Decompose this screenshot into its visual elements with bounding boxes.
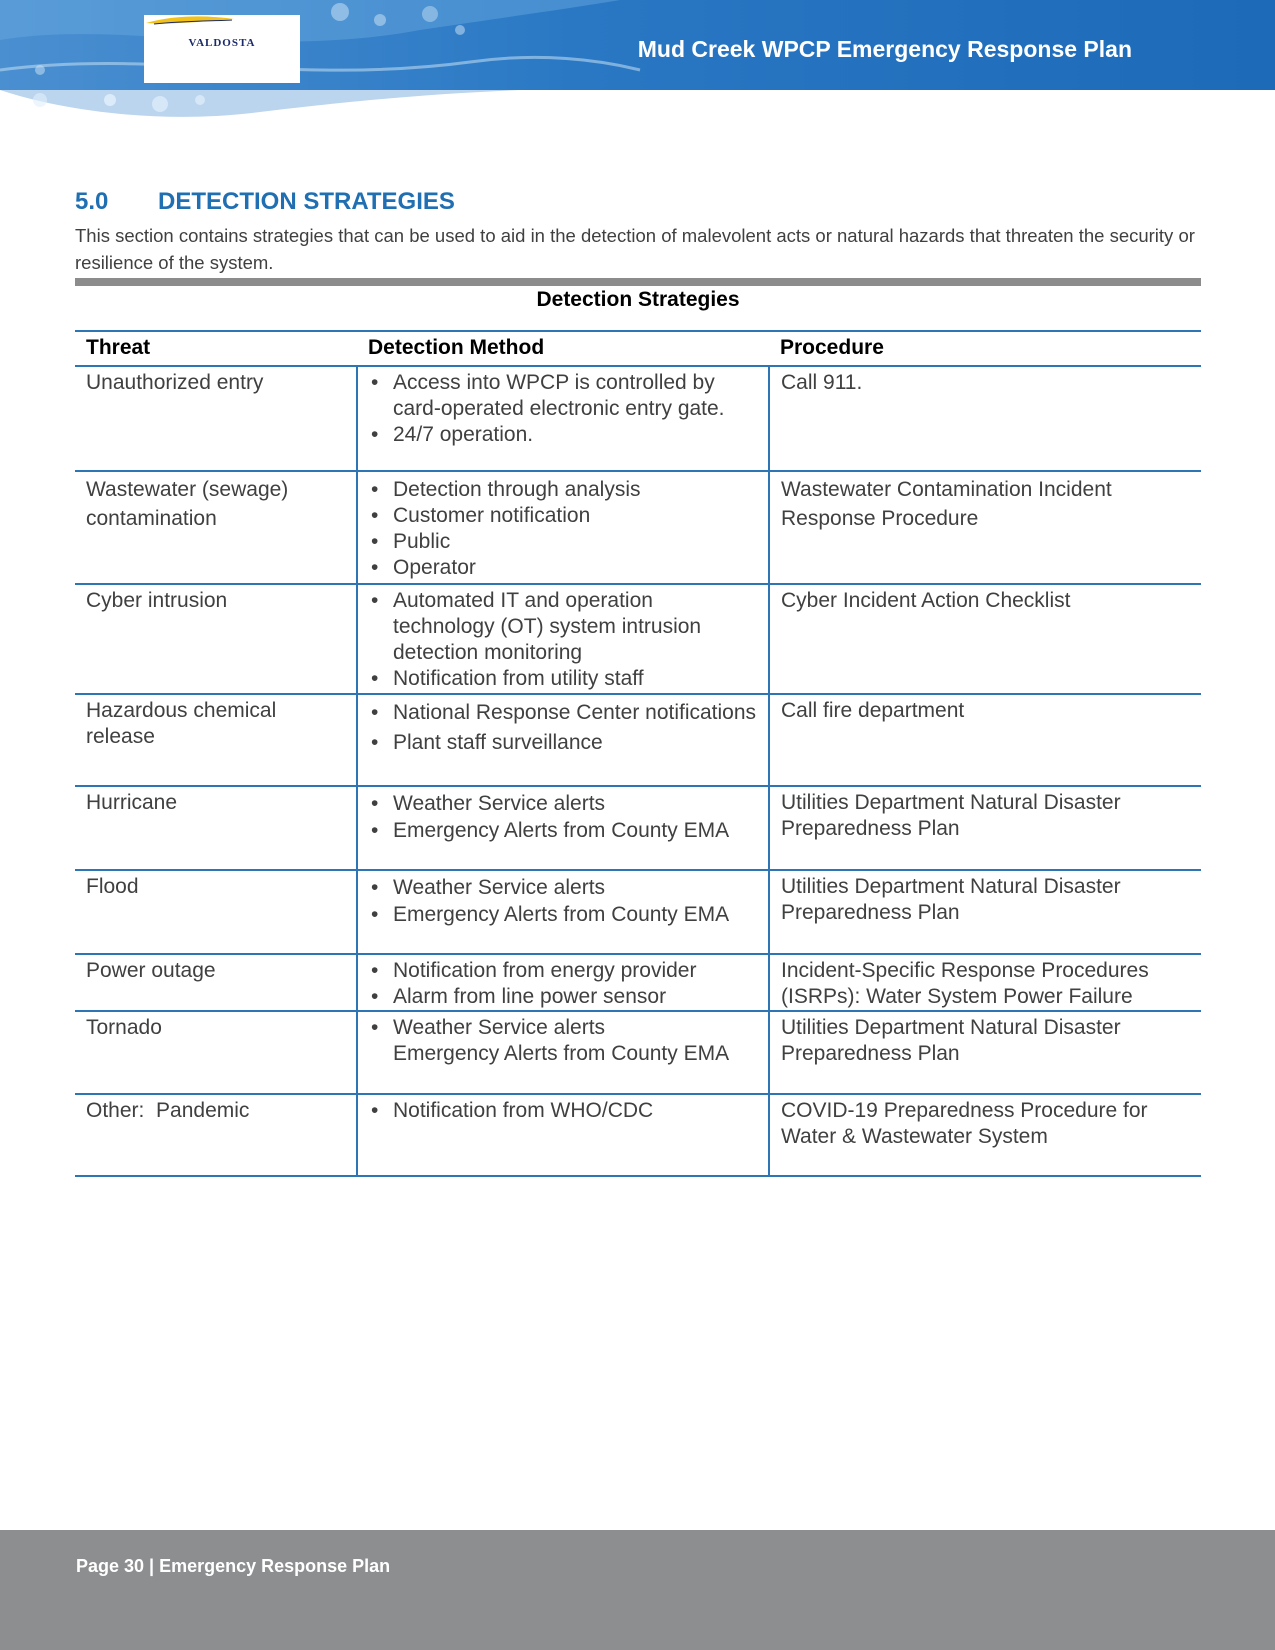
detection-method-cell: [357, 366, 769, 471]
detection-method-cell: [357, 694, 769, 786]
table-row: [75, 954, 1201, 1011]
method-item: • Detection through analysis: [369, 477, 758, 503]
table-row: [75, 471, 1201, 584]
procedure-cell: Utilities Department Natural Disaster Preparedness Plan: [769, 870, 1201, 954]
method-item: • Plant staff surveillance: [369, 727, 758, 759]
logo-swoosh-icon: [144, 15, 236, 27]
threat-cell: Power outage: [75, 954, 357, 1011]
threat-cell: Flood: [75, 870, 357, 954]
procedure-cell: Cyber Incident Action Checklist: [769, 584, 1201, 694]
table-header-row: [75, 331, 1201, 366]
threat-cell: Unauthorized entry: [75, 366, 357, 471]
table-caption: Detection Strategies: [536, 288, 740, 311]
threat-cell: Tornado: [75, 1011, 357, 1094]
detection-method-cell: [357, 954, 769, 1011]
table-row: [75, 870, 1201, 954]
method-item: • Access into WPCP is controlled by card-operated electronic entry gate.: [369, 370, 758, 422]
header-banner: [0, 0, 1275, 125]
procedure-cell: Utilities Department Natural Disaster Preparedness Plan: [769, 786, 1201, 870]
detection-strategies-table: [75, 330, 1201, 1177]
threat-cell: Hazardous chemical release: [75, 694, 357, 786]
method-item: • Weather Service alerts: [369, 790, 758, 818]
valdosta-logo: [144, 15, 300, 83]
logo-text: VALDOSTA: [188, 37, 256, 49]
method-item: • Notification from utility staff: [369, 666, 758, 692]
table-row: [75, 1094, 1201, 1176]
section-intro: This section contains strategies that can be used to aid in the detection of malevolent acts or natural hazards that threaten the security or resilience of the system.: [75, 225, 1195, 273]
method-item: • Customer notification: [369, 503, 758, 529]
section-heading: [75, 188, 455, 216]
method-item: • Automated IT and operation technology (OT) system intrusion detection monitoring: [369, 588, 758, 666]
detection-method-cell: [357, 1094, 769, 1176]
header-procedure: Procedure: [769, 331, 1201, 366]
method-item: • Weather Service alerts: [369, 874, 758, 902]
table-row: [75, 786, 1201, 870]
table-row: [75, 1011, 1201, 1094]
divider: [75, 278, 1201, 286]
method-item-unbulleted: Emergency Alerts from County EMA: [393, 1042, 730, 1065]
procedure-cell: Call 911.: [769, 366, 1201, 471]
section-number: 5.0: [75, 188, 109, 215]
method-item: • Weather Service alerts: [369, 1015, 758, 1041]
method-item: • Notification from energy provider: [369, 958, 758, 984]
method-item: • Emergency Alerts from County EMA: [369, 818, 758, 844]
detection-method-cell: [357, 786, 769, 870]
detection-method-cell: [357, 870, 769, 954]
document-title: Mud Creek WPCP Emergency Response Plan: [637, 36, 1132, 62]
detection-method-cell: [357, 584, 769, 694]
table-row: [75, 366, 1201, 471]
threat-cell: Wastewater (sewage) contamination: [75, 471, 357, 584]
procedure-cell: Utilities Department Natural Disaster Preparedness Plan: [769, 1011, 1201, 1094]
header-threat: Threat: [75, 331, 357, 366]
method-item: • Notification from WHO/CDC: [369, 1098, 758, 1124]
procedure-cell: Call fire department: [769, 694, 1201, 786]
method-item: • 24/7 operation.: [369, 422, 758, 448]
method-item: • Public: [369, 529, 758, 555]
header-detection-method: Detection Method: [357, 331, 769, 366]
procedure-cell: Incident-Specific Response Procedures (ISRPs): Water System Power Failure: [769, 954, 1201, 1011]
threat-cell: Hurricane: [75, 786, 357, 870]
detection-method-cell: [357, 1011, 769, 1094]
page-footer: [0, 1530, 1275, 1650]
method-item: • Emergency Alerts from County EMA: [369, 902, 758, 928]
footer-text: Page 30 | Emergency Response Plan: [76, 1556, 391, 1576]
table-row: [75, 584, 1201, 694]
threat-cell: Other: Pandemic: [75, 1094, 357, 1176]
procedure-cell: COVID-19 Preparedness Procedure for Water & Wastewater System: [769, 1094, 1201, 1176]
method-item: • National Response Center notifications: [369, 698, 758, 727]
procedure-cell: Wastewater Contamination Incident Response Procedure: [769, 471, 1201, 584]
table-row: [75, 694, 1201, 786]
threat-cell: Cyber intrusion: [75, 584, 357, 694]
detection-method-cell: [357, 471, 769, 584]
method-item: • Alarm from line power sensor: [369, 984, 758, 1010]
method-item: • Operator: [369, 555, 758, 581]
section-title: DETECTION STRATEGIES: [158, 188, 455, 215]
